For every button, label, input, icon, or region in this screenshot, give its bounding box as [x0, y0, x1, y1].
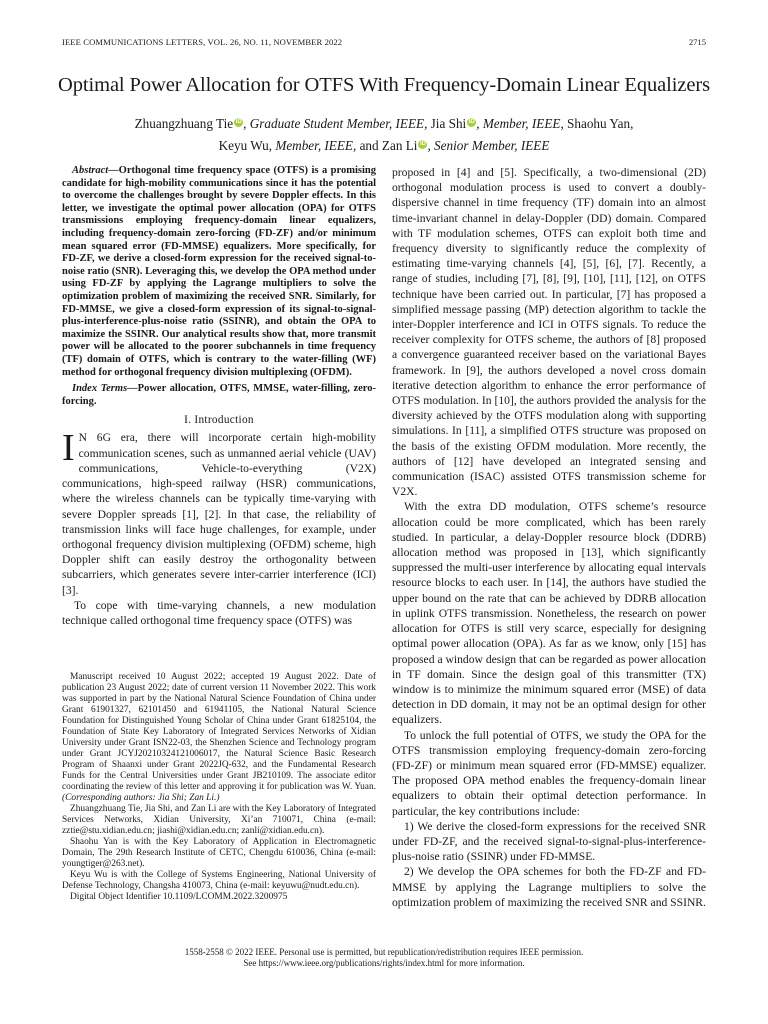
abstract: [62, 165, 376, 379]
contribution-item: 2) We develop the OPA schemes for both the FD-ZF and FD-MMSE by applying the Lagrange multipliers to solve the optimization problem of maximizing the received SNR and SSINR.: [392, 865, 706, 909]
body-paragraph: With the extra DD modulation, OTFS scheme’s resource allocation could be more complicated, which has been rarely studied. In particular, a delay-Doppler resource block (DDRB) allocation method was proposed in [13], which significantly suppressed the multi-user interference by allocating equal intervals resource blocks to each user. In [14], the authors have studied the upper bound on the rate that can be achieved by DDRB allocation in uplink OTFS transmission. Nonetheless, the research on power allocation for OTFS is still very scarce, especially for designing optimal power allocation (OPA). As far as we know, only [15] has proposed a window design that can be regarded as power allocation in TF domain. Since the design goal of this transmitter (TX) window is to minimize the minimum squared error (MSE) of data detection in DD domain, it may not be an optimal design for other equalizers.: [392, 500, 706, 727]
intro-paragraph: [62, 427, 376, 597]
orcid-icon[interactable]: iD: [235, 118, 242, 125]
footnote-funding-text: Manuscript received 10 August 2022; accepted 19 August 2022. Date of publication 23 August 2022; date of current version 11 November 2022. This work was supported in part by the National Natural Science Foundation of China under Grant 61901327, 62101450 and 61941105, the National Natural Science Foundation for Distinguished Young Scholar of China under Grant 61825104, the Foundation of State Key Laboratory of Integrated Services Networks of Xidian University under Grant ISN22-03, the Shenzhen Science and Technology program under Grant JCYJ20210324121006017, the Natural Science Basic Research Program of Shaanxi under Grant 2022JQ-632, and the Fundamental Research Funds for the Central Universities under Grant JB210109. The associate editor coordinating the review of this letter and approving it for publication was W. Yuan.: [62, 672, 376, 792]
footnote-affiliation: Zhuangzhuang Tie, Jia Shi, and Zan Li are with the Key Laboratory of Integrated Services Networks, Xidian University, Xi’an 710071, China (e-mail: zztie@stu.xidian.edu.cn; jiashi@xidian.edu.cn; zanli@xidian.edu.cn).: [62, 804, 376, 836]
corresponding-authors: (Corresponding authors: Jia Shi; Zan Li.): [62, 793, 220, 803]
section-heading: I. Introduction: [184, 414, 254, 427]
footnotes: [62, 672, 376, 903]
author-role: , Member, IEEE: [476, 116, 561, 131]
body-paragraph: proposed in [4] and [5]. Specifically, a two-dimensional (2D) orthogonal modulation process is used to convert a doubly-dispersive channel in time frequency (TF) domain into an almost time-invariant channel in delay-Doppler (DD) domain. Compared with TF modulation schemes, OTFS can exploit both time and frequency diversity to significantly reduce the complexity of estimating time-varying channels [4], [5], [6], [7]. Recently, a range of studies, including [7], [8], [9], [10], [11], [12], on OTFS technique have been carried out. In particular, [7] has proposed a simplified message passing (MP) detection algorithm to tackle the inter-Doppler interference and ICI in OTFS signals. To reduce the receiver complexity for OTFS scheme, the authors of [8] proposed a convergence guaranteed receiver based on the variational Bayes framework. In [9], the authors developed a novel cross domain iterative detection algorithm to enhance the error performance of OTFS modulation. In [10], the authors provided the analysis for the diversity achieved by the OTFS modulation along with supporting simulations. In [11], a simplified OTFS structure was proposed on the basis of the existing OFDM modulation. More recently, the authors of [12] have developed an integrated sensing and communication (ISAC) assisted OTFS transmission scheme for V2X.: [392, 166, 706, 499]
page-number: 2715: [688, 37, 706, 47]
index-terms-label: Index Terms: [72, 383, 128, 395]
index-terms-text: —Power allocation, OTFS, MMSE, water-filling, zero-forcing.: [62, 383, 376, 407]
author-name: , and Zan Li: [352, 138, 418, 153]
author-name: Keyu Wu,: [218, 138, 276, 153]
author-role: , Senior Member, IEEE: [427, 138, 550, 153]
author-role: , Graduate Student Member, IEEE: [243, 116, 425, 131]
paper-title: Optimal Power Allocation for OTFS With Frequency-Domain Linear Equalizers: [58, 74, 710, 96]
footnote-funding: [62, 672, 376, 804]
drop-cap: I: [62, 427, 75, 470]
author-role: Member, IEEE: [275, 138, 353, 153]
rights-link[interactable]: See https://www.ieee.org/publications/rights/index.html for more information.: [243, 958, 525, 968]
contribution-item: 1) We derive the closed-form expressions for the received SNR under FD-ZF, and the received signal-to-signal-plus-interference-plus-noise ratio (SSINR) under FD-MMSE.: [392, 819, 706, 864]
footnote-affiliation: Shaohu Yan is with the Key Laboratory of Application in Electromagnetic Domain, The 29th Research Institute of CETC, Chengdu 610036, China (e-mail: youngtiger@263.net).: [62, 837, 376, 869]
footnote-affiliation: Keyu Wu is with the College of Systems Engineering, National University of Defense Technology, Changsha 410073, China (e-mail: keyuwu@nudt.edu.cn).: [62, 870, 376, 891]
body-paragraph: To unlock the full potential of OTFS, we study the OPA for the OTFS transmission employing frequency-domain zero-forcing (FD-ZF) or minimum mean squared error (FD-MMSE) equalizer. The proposed OPA method enables the frequency-domain linear equalizers to obtain their optimal detection performance. In particular, the key contributions include:: [392, 728, 706, 818]
doi: Digital Object Identifier 10.1109/LCOMM.2022.3200975: [70, 892, 288, 902]
right-column: [392, 165, 706, 910]
abstract-text: —Orthogonal time frequency space (OTFS) is a promising candidate for high-mobility communications since it has the potential to overcome the challenges brought by severe Doppler effects. In this letter, we investigate the optimal power allocation (OPA) for OTFS transmissions employing frequency-domain linear equalizers, including frequency-domain zero-forcing (FD-ZF) and/or minimum mean squared error (FD-MMSE) equalizers. More specifically, for FD-ZF, we derive a closed-form expression for the received signal-to-noise ratio (SNR). Leveraging this, we develop the OPA method under using FD-ZF by applying the Lagrange multipliers to solve the optimization problem of maximizing the received SNR. Similarly, for FD-MMSE, we give a closed-form expression of its signal-to-signal-plus-interference-plus-noise ratio (SSINR), and obtain the OPA to maximize the SSINR. Our analytical results show that, more transmit power will be allocated to the poorer subchannels in time frequency (TF) domain of OTFS, which is contrary to the water-filling (WF) method for orthogonal frequency division multiplexing (OFDM).: [62, 165, 376, 378]
copyright-footer: [0, 947, 768, 969]
author-name: Zhuangzhuang Tie: [134, 116, 234, 131]
author-name: , Shaohu Yan,: [560, 116, 634, 131]
copyright-line: 1558-2558 © 2022 IEEE. Personal use is permitted, but republication/redistribution requires IEEE permission.: [184, 947, 584, 957]
author-list: [0, 113, 768, 157]
journal-header: IEEE COMMUNICATIONS LETTERS, VOL. 26, NO. 11, NOVEMBER 2022: [62, 37, 343, 47]
index-terms: [62, 383, 376, 408]
left-column: [62, 165, 376, 628]
intro-paragraph-2: To cope with time-varying channels, a new modulation technique called orthogonal time frequency space (OTFS) was: [62, 598, 376, 627]
intro-text: N 6G era, there will incorporate certain high-mobility communication scenes, such as unmanned aerial vehicle (UAV) communications, Vehicle-to-everything (V2X) communications, high-speed railway (HSR) communications, where the wireless channels can be typically time-varying with severe Doppler spreads [1], [2]. In that case, the reliability of transmission links will face huge challenges, for example, under orthogonal frequency division multiplexing (OFDM) scheme, high Doppler shift can easily destroy the orthogonality between subcarriers, which generates severe inter-carrier interference (ICI) [3].: [62, 431, 376, 597]
author-name: , Jia Shi: [424, 116, 467, 131]
abstract-label: Abstract: [72, 165, 109, 176]
orcid-icon[interactable]: iD: [468, 118, 475, 125]
orcid-icon[interactable]: iD: [419, 140, 426, 147]
